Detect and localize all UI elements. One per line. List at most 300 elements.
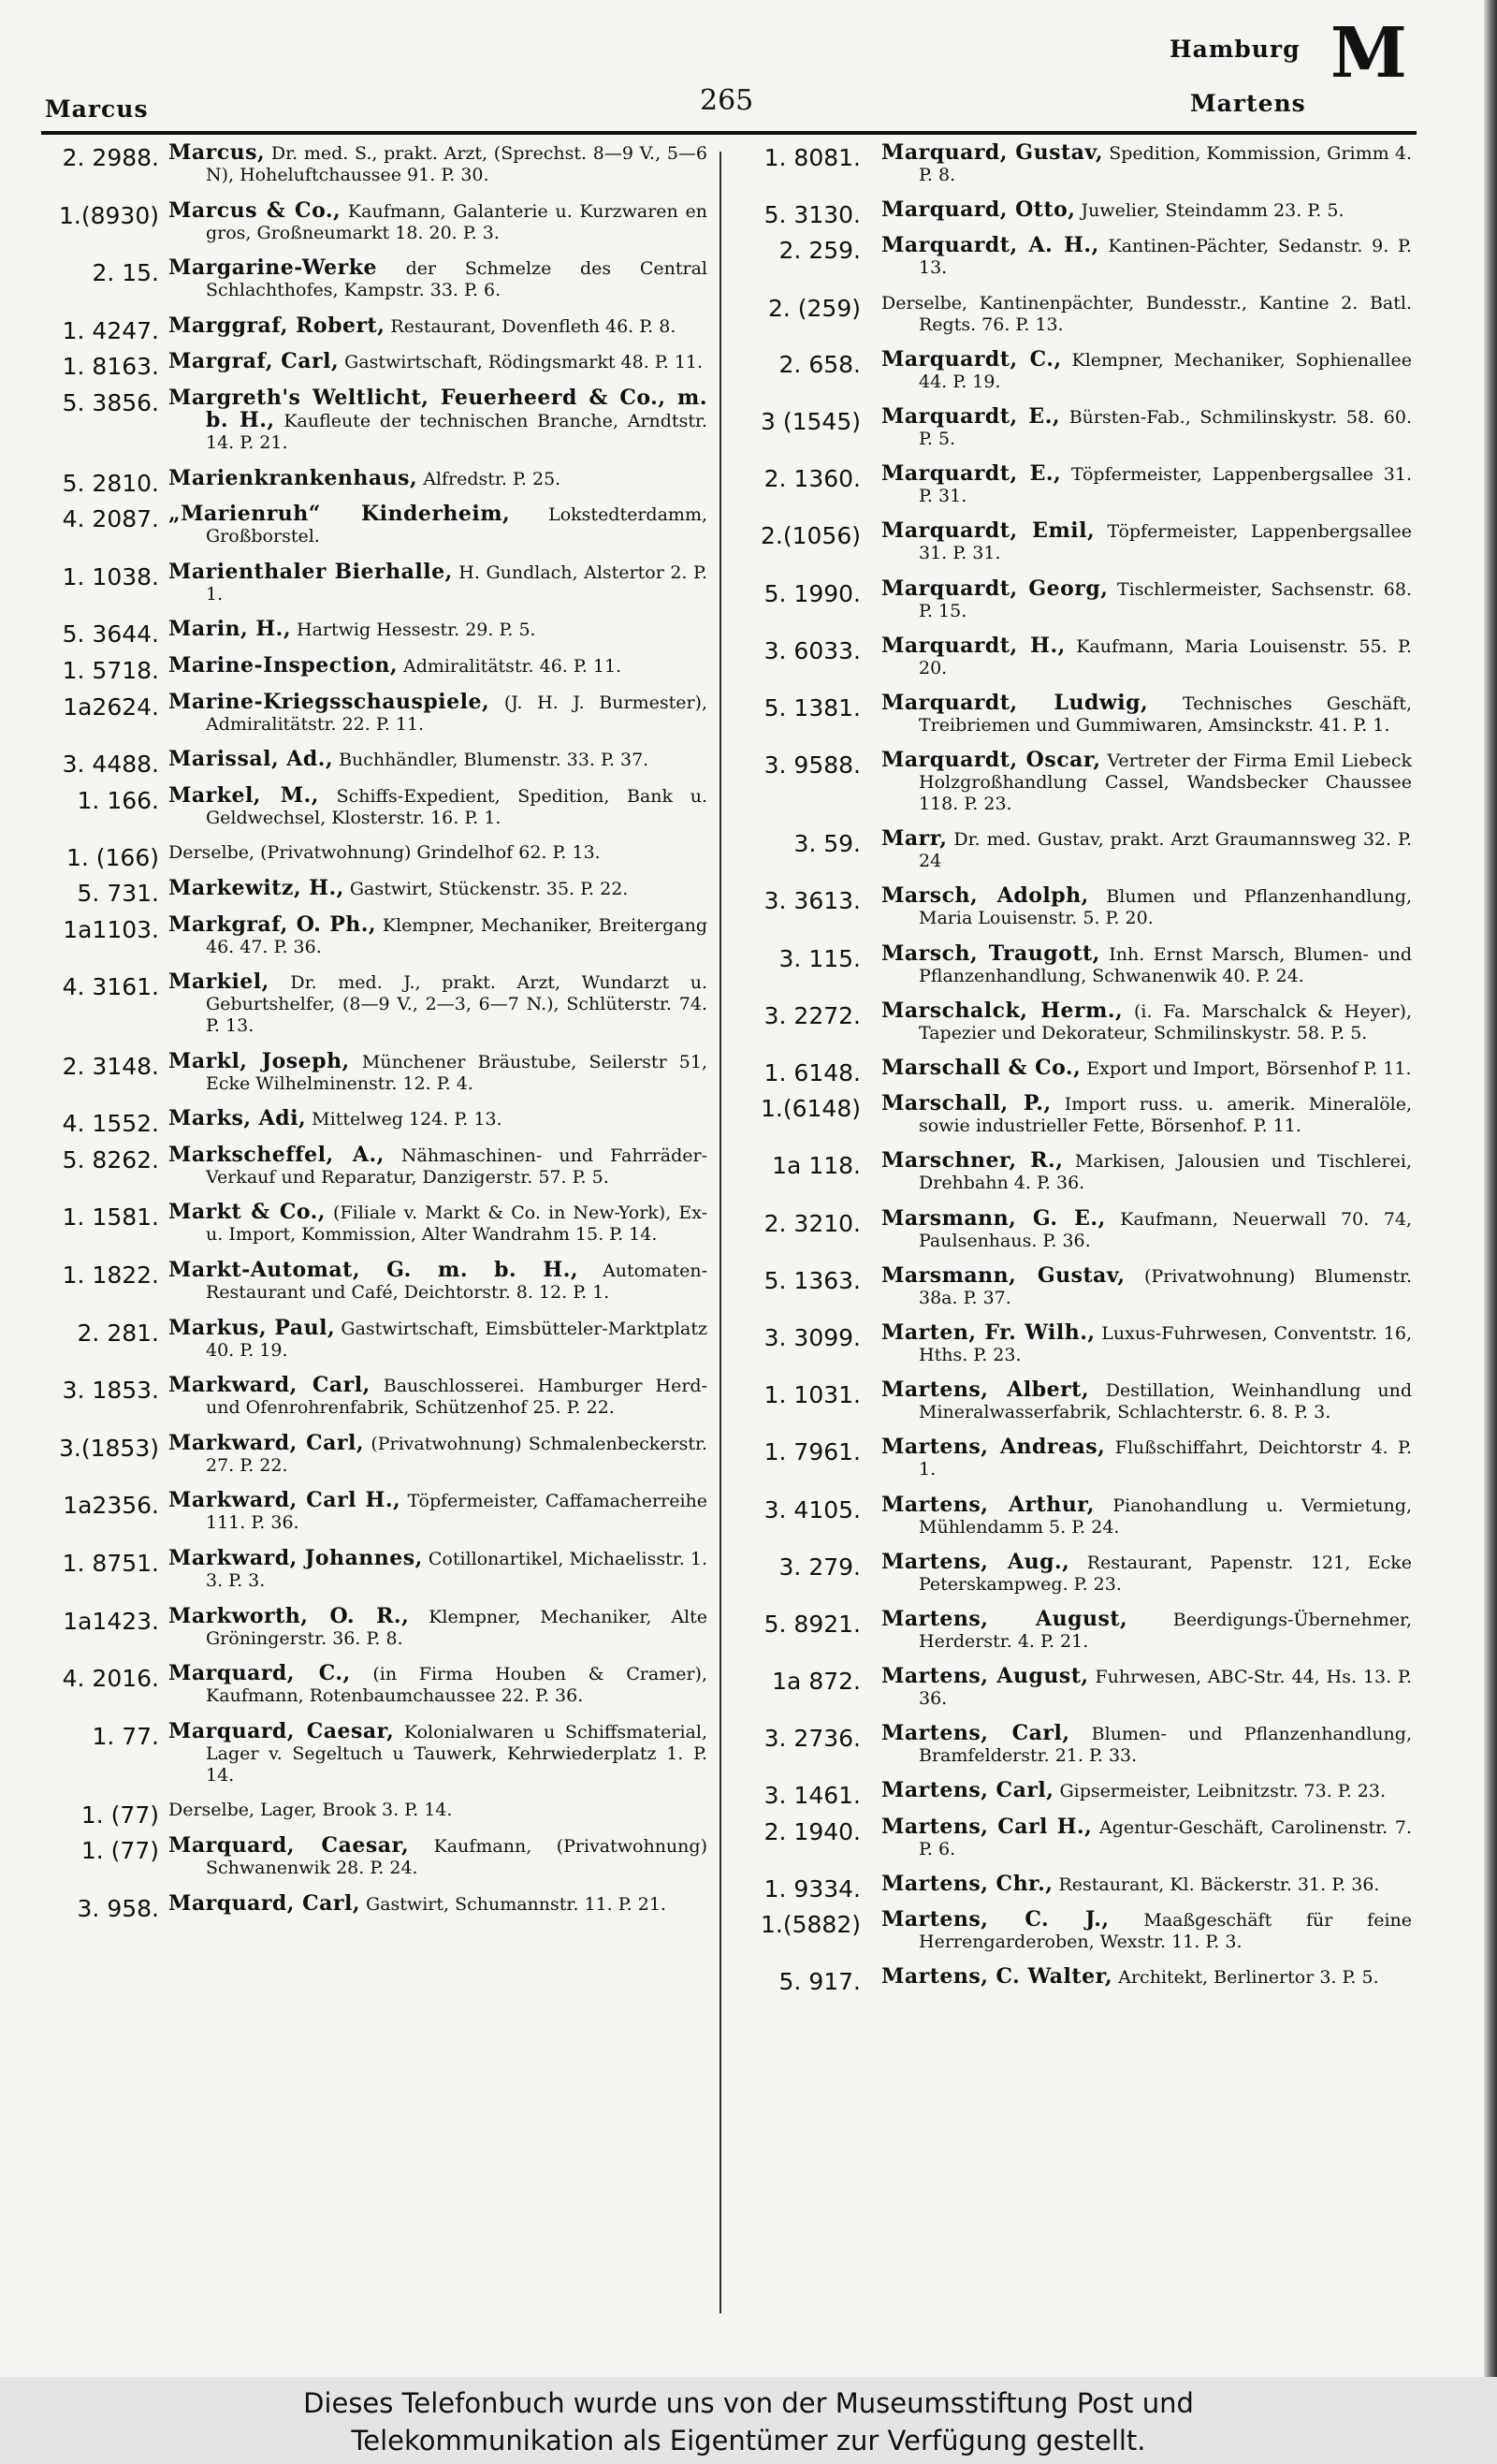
entry-text xyxy=(881,403,1412,450)
phone-number: 5. 8921. xyxy=(763,1610,861,1638)
entry-text xyxy=(881,1871,1412,1896)
entry-details: Lokstedterdamm, Großborstel. xyxy=(206,504,707,547)
entry-name: Marquardt, Oscar, xyxy=(881,748,1101,773)
entry-name: Markscheffel, A., xyxy=(168,1142,385,1167)
entry-text xyxy=(881,828,1412,872)
entry-name: Marquardt, Ludwig, xyxy=(881,690,1149,715)
phone-number: 2. 658. xyxy=(778,350,861,378)
entry-text xyxy=(168,1108,707,1130)
directory-entry xyxy=(37,842,713,872)
entry-details: Restaurant, Kl. Bäckerstr. 31. P. 36. xyxy=(1053,1874,1380,1895)
entry-text xyxy=(881,1909,1412,1953)
phone-number: 1. (77) xyxy=(80,1837,159,1864)
running-head-right: Martens xyxy=(1190,90,1306,117)
directory-entry xyxy=(739,293,1417,336)
entry-details: Töpfermeister, Caffamacherreihe 111. P. 36. xyxy=(206,1491,708,1534)
phone-number: 1. 1031. xyxy=(763,1381,861,1409)
entry-details: Maaßgeschäft für feine Herrengarderoben, Wexstr. 11. P. 3. xyxy=(919,1910,1412,1952)
entry-name: Marcus, xyxy=(168,140,266,165)
directory-entry xyxy=(739,1606,1417,1653)
directory-entry xyxy=(37,1430,713,1477)
entry-text xyxy=(881,235,1412,279)
directory-entry xyxy=(37,652,713,684)
entry-text xyxy=(881,142,1412,186)
entry-details: Kaufmann, Neuerwall 70. 74, Paulsenhaus. P. 36. xyxy=(919,1208,1412,1251)
entry-details: Hartwig Hessestr. 29. P. 5. xyxy=(290,620,536,641)
entry-name: Marquardt, C., xyxy=(881,346,1062,372)
entry-text xyxy=(168,1800,707,1821)
entry-text xyxy=(168,749,707,771)
phone-number: 2. 15. xyxy=(92,259,159,287)
phone-number: 1. 77. xyxy=(92,1722,159,1750)
phone-number: 2. 3210. xyxy=(763,1209,861,1237)
directory-entry xyxy=(37,1603,713,1650)
entry-name: Markl, Joseph, xyxy=(168,1048,350,1073)
entry-text xyxy=(881,1093,1412,1137)
phone-number: 5. 1381. xyxy=(763,693,861,722)
directory-entry xyxy=(739,578,1417,622)
entry-details: Kaufmann, (Privatwohnung) Schwanenwik 28. P. 24. xyxy=(206,1836,707,1878)
entry-details: Töpfermeister, Lappenbergsallee 31. P. 31. xyxy=(919,464,1412,507)
directory-entry xyxy=(37,1315,713,1362)
running-head-left: Marcus xyxy=(45,95,149,123)
entry-text xyxy=(881,293,1412,336)
phone-number: 1.(8930) xyxy=(59,201,159,229)
directory-entry xyxy=(37,1718,713,1786)
entry-details: Agentur-Geschäft, Carolinenstr. 7. P. 6. xyxy=(919,1816,1412,1859)
left-column xyxy=(37,142,713,1929)
entry-text xyxy=(168,1890,707,1916)
entry-details: Blumen- und Pflanzenhandlung, Bramfelderstr. 21. P. 33. xyxy=(919,1724,1412,1767)
phone-number: 1. 8081. xyxy=(763,144,861,171)
directory-entry xyxy=(739,142,1417,186)
entry-details: Destillation, Weinhandlung und Mineralwasserfabrik, Schlachterstr. 6. 8. P. 3. xyxy=(919,1380,1412,1423)
entry-name: Marschall, P., xyxy=(881,1091,1052,1116)
entry-text xyxy=(168,561,707,605)
entry-text xyxy=(168,1260,707,1304)
directory-entry xyxy=(37,503,713,547)
directory-entry xyxy=(739,1379,1417,1423)
entry-details: Mittelweg 124. P. 13. xyxy=(306,1109,502,1130)
phone-number: 1.(5882) xyxy=(761,1911,861,1938)
entry-name: Markward, Carl, xyxy=(168,1430,365,1455)
entry-details: Derselbe, (Privatwohnung) Grindelhof 62. P. 13. xyxy=(168,842,601,864)
entry-text xyxy=(881,885,1412,929)
footer-line-1: Dieses Telefonbuch wurde uns von der Museumsstiftung Post und xyxy=(303,2387,1194,2419)
phone-number: 1. 1038. xyxy=(62,562,159,590)
entry-text xyxy=(168,1718,707,1786)
entry-details: Export und Import, Börsenhof P. 11. xyxy=(1081,1058,1412,1079)
entry-details: Gastwirtschaft, Eimsbütteler-Marktplatz 40. P. 19. xyxy=(206,1318,708,1361)
phone-number: 5. 3856. xyxy=(62,388,159,416)
entry-text xyxy=(168,387,707,454)
entry-name: Marks, Adi, xyxy=(168,1106,307,1131)
entry-name: Marine-Kriegsschauspiele, xyxy=(168,689,490,714)
phone-number: 2. 3148. xyxy=(62,1052,159,1080)
entry-details: Nähmaschinen- und Fahrräder-Verkauf und Reparatur, Danzigerstr. 57. P. 5. xyxy=(206,1145,707,1188)
entry-details: Derselbe, Lager, Brook 3. P. 14. xyxy=(168,1800,453,1821)
entry-name: Margarine-Werke xyxy=(168,255,377,281)
entry-details: der Schmelze des Central Schlachthofes, Kampstr. 33. P. 6. xyxy=(206,258,707,301)
entry-text xyxy=(881,1549,1413,1596)
entry-name: Martens, Andreas, xyxy=(881,1435,1106,1460)
phone-number: 3. 2736. xyxy=(763,1725,861,1753)
phone-number: 1. 4247. xyxy=(62,316,159,344)
entry-details: H. Gundlach, Alstertor 2. P. 1. xyxy=(206,561,707,605)
directory-entry xyxy=(37,465,713,497)
phone-number: 3. 59. xyxy=(793,830,861,858)
directory-entry xyxy=(739,1494,1417,1538)
entry-details: Töpfermeister, Lappenbergsallee 31. P. 31. xyxy=(919,521,1412,564)
entry-name: „Marienruh“ Kinderheim, xyxy=(168,502,511,527)
entry-name: Marquardt, A. H., xyxy=(881,233,1099,258)
entry-text xyxy=(168,1315,708,1362)
entry-details: Inh. Ernst Marsch, Blumen- und Pflanzenhandlung, Schwanenwik 40. P. 24. xyxy=(919,943,1412,986)
entry-name: Martens, Carl H., xyxy=(881,1814,1093,1839)
entry-name: Marquardt, Emil, xyxy=(881,518,1096,544)
directory-entry xyxy=(739,197,1417,229)
entry-details: Gipsermeister, Leibnitzstr. 73. P. 23. xyxy=(1054,1781,1387,1802)
directory-entry xyxy=(37,1800,713,1830)
entry-name: Markward, Carl, xyxy=(168,1373,371,1398)
entry-name: Marine-Inspection, xyxy=(168,652,398,678)
entry-text xyxy=(168,1430,707,1477)
entry-details: Alfredstr. P. 25. xyxy=(417,468,561,489)
directory-entry xyxy=(37,1142,713,1188)
directory-entry xyxy=(739,1262,1417,1309)
phone-number: 1. 5718. xyxy=(62,656,159,684)
directory-entry xyxy=(739,750,1417,815)
phone-number: 1a2356. xyxy=(63,1492,159,1520)
entry-details: (in Firma Houben & Cramer), Kaufmann, Rotenbaumchaussee 22. P. 36. xyxy=(206,1664,707,1707)
entry-name: Martens, August, xyxy=(881,1606,1128,1631)
phone-number: 4. 2087. xyxy=(62,505,159,533)
entry-name: Marissal, Ad., xyxy=(168,747,334,772)
entry-text xyxy=(881,1436,1412,1480)
directory-entry xyxy=(37,782,713,829)
entry-text xyxy=(881,578,1412,622)
directory-entry xyxy=(739,520,1417,564)
entry-details: Juwelier, Steindamm 23. P. 5. xyxy=(1075,200,1344,222)
entry-name: Marquard, Carl, xyxy=(168,1890,360,1916)
entry-details: Import russ. u. amerik. Mineralöle, sowie industrieller Fette, Börsenhof. P. 11. xyxy=(919,1094,1412,1137)
phone-number: 1a1423. xyxy=(63,1607,159,1635)
directory-entry xyxy=(739,1093,1417,1137)
directory-entry xyxy=(37,387,713,454)
directory-entry xyxy=(37,197,713,244)
entry-text xyxy=(168,911,707,958)
directory-entry xyxy=(739,828,1417,872)
running-head-city: Hamburg xyxy=(1170,36,1301,63)
entry-text xyxy=(881,1494,1412,1538)
right-column xyxy=(739,142,1417,2002)
phone-number: 3. 4488. xyxy=(62,751,159,779)
entry-details: Kantinen-Pächter, Sedanstr. 9. P. 13. xyxy=(919,236,1413,279)
directory-entry xyxy=(37,1663,713,1707)
phone-number: 3 (1545) xyxy=(761,407,861,435)
entry-name: Martens, Carl, xyxy=(881,1721,1070,1746)
directory-entry xyxy=(37,747,713,779)
phone-number: 3. 115. xyxy=(778,944,861,972)
directory-entry xyxy=(739,403,1417,450)
entry-text xyxy=(881,1723,1412,1767)
directory-entry xyxy=(37,971,713,1037)
phone-number: 5. 3644. xyxy=(62,620,159,649)
directory-entry xyxy=(739,1549,1417,1596)
directory-entry xyxy=(37,1202,713,1246)
entry-name: Markworth, O. R., xyxy=(168,1603,410,1628)
entry-name: Marquard, Otto, xyxy=(881,197,1076,223)
entry-details: Technisches Geschäft, Treibriemen und Gummiwaren, Amsinckstr. 41. P. 1. xyxy=(919,693,1412,736)
column-divider xyxy=(719,152,721,2313)
entry-text xyxy=(168,652,707,678)
entry-name: Marquardt, E., xyxy=(881,403,1061,429)
entry-text xyxy=(168,351,707,373)
entry-name: Marten, Fr. Wilh., xyxy=(881,1319,1096,1345)
entry-text xyxy=(881,1780,1412,1802)
entry-details: Buchhändler, Blumenstr. 33. P. 37. xyxy=(333,750,649,771)
directory-entry xyxy=(739,1056,1417,1086)
entry-text xyxy=(168,503,707,547)
entry-details: Automaten-Restaurant und Café, Deichtorstr. 8. 12. P. 1. xyxy=(206,1261,708,1304)
phone-number: 2.(1056) xyxy=(761,522,861,550)
directory-entry xyxy=(37,349,713,381)
phone-number: 4. 1552. xyxy=(62,1110,159,1138)
entry-name: Marquard, C., xyxy=(168,1661,351,1686)
entry-details: Kaufleute der technischen Branche, Arndtstr. 14. P. 21. xyxy=(206,410,707,453)
entry-details: Vertreter der Firma Emil Liebeck Holzgroßhandlung Cassel, Wandsbecker Chaussee 118. P. 23. xyxy=(919,751,1413,815)
entry-text xyxy=(168,875,707,900)
entry-text xyxy=(168,689,707,736)
phone-number: 1. 9334. xyxy=(763,1874,861,1903)
directory-entry xyxy=(37,257,713,301)
directory-entry xyxy=(37,313,713,344)
entry-text xyxy=(168,1663,707,1707)
entry-details: Admiralitätstr. 46. P. 11. xyxy=(397,655,622,677)
entry-name: Martens, Albert, xyxy=(881,1378,1089,1403)
entry-name: Margreth's Weltlicht, Feuerheerd & Co., m. b. H., xyxy=(168,385,707,432)
entry-name: Marquardt, H., xyxy=(881,633,1066,658)
entry-name: Markus, Paul, xyxy=(168,1315,336,1340)
phone-number: 2. 1940. xyxy=(763,1817,861,1845)
entry-name: Markgraf, O. Ph., xyxy=(168,911,377,937)
phone-number: 1. 6148. xyxy=(763,1059,861,1086)
phone-number: 4. 2016. xyxy=(62,1665,159,1693)
directory-entry xyxy=(739,885,1417,929)
entry-name: Markward, Carl H., xyxy=(168,1488,401,1513)
entry-text xyxy=(881,1000,1412,1044)
phone-number: 3. 958. xyxy=(77,1894,159,1922)
entry-name: Martens, August, xyxy=(881,1664,1089,1689)
entry-details: Restaurant, Dovenfleth 46. P. 8. xyxy=(385,315,676,337)
entry-name: Marschalck, Herm., xyxy=(881,998,1124,1023)
entry-details: Blumen und Pflanzenhandlung, Maria Louisenstr. 5. P. 20. xyxy=(919,886,1412,929)
directory-entry xyxy=(37,1375,713,1419)
entry-details: Kolonialwaren u Schiffsmaterial, Lager v. Segeltuch u Tauwerk, Kehrwiederplatz 1. P. 14. xyxy=(206,1721,707,1786)
entry-name: Marsch, Adolph, xyxy=(881,883,1089,909)
entry-text xyxy=(881,1319,1412,1366)
entry-text xyxy=(881,463,1412,507)
entry-details: (J. H. J. Burmester), Admiralitätstr. 22. P. 11. xyxy=(206,692,707,735)
entry-name: Marquardt, E., xyxy=(881,461,1062,487)
entry-name: Martens, Carl, xyxy=(881,1778,1054,1803)
phone-number: 5. 1363. xyxy=(763,1266,861,1294)
directory-entry xyxy=(739,346,1417,393)
entry-details: Münchener Bräustube, Seilerstr 51, Ecke Wilhelminenstr. 12. P. 4. xyxy=(206,1051,708,1094)
entry-text xyxy=(881,1205,1412,1252)
entry-details: Gastwirt, Stückenstr. 35. P. 22. xyxy=(343,878,629,899)
directory-entry xyxy=(37,689,713,736)
directory-entry xyxy=(739,1000,1417,1044)
entry-name: Marquard, Caesar, xyxy=(168,1833,410,1858)
phone-number: 3. 3099. xyxy=(763,1323,861,1351)
entry-details: Architekt, Berlinertor 3. P. 5. xyxy=(1112,1967,1379,1989)
entry-details: Restaurant, Papenstr. 121, Ecke Peterskampweg. P. 23. xyxy=(919,1552,1413,1595)
phone-number: 1. (77) xyxy=(80,1801,159,1830)
phone-number: 5. 917. xyxy=(778,1968,861,1996)
footer-line-2: Telekommunikation als Eigentümer zur Verfügung gestellt. xyxy=(351,2425,1146,2457)
entry-name: Martens, Aug., xyxy=(881,1549,1070,1574)
directory-entry xyxy=(739,463,1417,507)
directory-entry xyxy=(739,690,1417,736)
entry-details: Klempner, Mechaniker, Sophienallee 44. P. 19. xyxy=(919,349,1412,392)
phone-number: 3. 9588. xyxy=(763,751,861,780)
directory-entry xyxy=(739,1205,1417,1252)
phone-number: 5. 1990. xyxy=(763,579,861,607)
directory-entry xyxy=(37,1835,713,1879)
entry-text xyxy=(168,1603,708,1650)
entry-details: Beerdigungs-Übernehmer, Herderstr. 4. P. 21. xyxy=(919,1609,1412,1652)
entry-text xyxy=(881,635,1412,679)
entry-details: Tischlermeister, Sachsenstr. 68. P. 15. xyxy=(919,578,1412,621)
entry-name: Marienthaler Bierhalle, xyxy=(168,559,453,584)
entry-details: Bauschlosserei. Hamburger Herd- und Ofenrohrenfabrik, Schützenhof 25. P. 22. xyxy=(206,1376,707,1419)
entry-text xyxy=(881,690,1412,736)
phone-number: 1. (166) xyxy=(65,844,159,872)
entry-details: Dr. med. Gustav, prakt. Arzt Graumannsweg 32. P. 24 xyxy=(919,829,1412,872)
entry-name: Marin, H., xyxy=(168,617,291,642)
directory-entry xyxy=(37,875,713,907)
entry-text xyxy=(881,1150,1412,1194)
entry-text xyxy=(168,782,707,829)
entry-text xyxy=(881,1606,1412,1653)
phone-number: 3.(1853) xyxy=(59,1434,159,1462)
phone-number: 2. (259) xyxy=(767,294,861,322)
section-letter: M xyxy=(1330,13,1407,94)
phone-number: 1. 166. xyxy=(77,786,159,814)
entry-name: Marquard, Gustav, xyxy=(881,140,1104,165)
phone-number: 3. 1461. xyxy=(763,1782,861,1810)
phone-number: 5. 3130. xyxy=(763,201,861,229)
entry-details: Cotillonartikel, Michaelisstr. 1. 3. P. 3. xyxy=(206,1549,707,1592)
entry-name: Marr, xyxy=(881,826,948,852)
entry-details: Kaufmann, Maria Louisenstr. 55. P. 20. xyxy=(919,635,1413,678)
directory-entry xyxy=(739,635,1417,679)
directory-entry xyxy=(739,1319,1417,1366)
entry-text xyxy=(881,346,1412,393)
entry-details: (Privatwohnung) Blumenstr. 38a. P. 37. xyxy=(919,1265,1412,1308)
entry-text xyxy=(168,1048,708,1095)
phone-number: 5. 8262. xyxy=(62,1145,159,1174)
page-number: 265 xyxy=(700,84,754,117)
entry-text xyxy=(168,619,707,641)
entry-text xyxy=(881,750,1412,815)
phone-number: 4. 3161. xyxy=(62,973,159,1001)
entry-name: Martens, Arthur, xyxy=(881,1492,1095,1517)
entry-name: Markewitz, H., xyxy=(168,875,344,900)
directory-entry xyxy=(37,1890,713,1922)
entry-name: Marquardt, Georg, xyxy=(881,576,1109,601)
entry-details: Schiffs-Expedient, Spedition, Bank u. Geldwechsel, Klosterstr. 16. P. 1. xyxy=(206,785,707,828)
entry-text xyxy=(881,520,1412,564)
entry-details: Derselbe, Kantinenpächter, Bundesstr., Kantine 2. Batl. Regts. 76. P. 13. xyxy=(881,292,1412,335)
entry-text xyxy=(881,1379,1412,1423)
entry-name: Martens, C. Walter, xyxy=(881,1964,1113,1990)
directory-entry xyxy=(739,1666,1417,1710)
entry-details: Klempner, Mechaniker, Alte Gröningerstr. 36. P. 8. xyxy=(206,1606,708,1649)
directory-entry xyxy=(739,1150,1417,1194)
entry-details: Gastwirtschaft, Rödingsmarkt 48. P. 11. xyxy=(339,352,704,373)
entry-details: Dr. med. J., prakt. Arzt, Wundarzt u. Geburtshelfer, (8—9 V., 2—3, 6—7 N.), Schlüterstr. 74. P. 13. xyxy=(206,972,707,1037)
entry-details: Gastwirt, Schumannstr. 11. P. 21. xyxy=(360,1893,666,1915)
directory-entry xyxy=(739,1909,1417,1953)
entry-text xyxy=(168,1548,707,1592)
entry-text xyxy=(168,1202,707,1246)
entry-text xyxy=(168,842,707,864)
entry-text xyxy=(168,1490,707,1534)
directory-entry xyxy=(37,1490,713,1534)
entry-details: Kaufmann, Galanterie u. Kurzwaren en gros, Großneumarkt 18. 20. P. 3. xyxy=(206,200,707,243)
entry-text xyxy=(168,1142,707,1188)
phone-number: 3. 4105. xyxy=(763,1495,861,1524)
phone-number: 3. 2272. xyxy=(763,1001,861,1029)
phone-number: 3. 6033. xyxy=(763,636,861,664)
phone-number: 2. 259. xyxy=(778,237,861,265)
phone-number: 3. 1853. xyxy=(62,1377,159,1405)
entry-details: Spedition, Kommission, Grimm 4. P. 8. xyxy=(919,143,1412,185)
directory-entry xyxy=(739,1964,1417,1996)
entry-name: Marcus & Co., xyxy=(168,197,342,223)
entry-name: Marienkrankenhaus, xyxy=(168,465,418,490)
phone-number: 1. 8163. xyxy=(62,353,159,381)
phone-number: 1. 1581. xyxy=(62,1203,159,1232)
directory-entry xyxy=(37,911,713,958)
entry-text xyxy=(168,197,707,244)
entry-text xyxy=(168,142,707,186)
entry-text xyxy=(881,1666,1412,1710)
entry-name: Marschall & Co., xyxy=(881,1056,1082,1080)
phone-number: 1a1103. xyxy=(63,915,159,943)
entry-details: Flußschiffahrt, Deichtorstr 4. P. 1. xyxy=(919,1437,1412,1480)
phone-number: 1a2624. xyxy=(63,693,159,721)
entry-name: Markt & Co., xyxy=(168,1200,326,1225)
entry-details: Klempner, Mechaniker, Breitergang 46. 47. P. 36. xyxy=(206,914,707,957)
entry-name: Martens, Chr., xyxy=(881,1871,1054,1896)
directory-entry xyxy=(37,1548,713,1592)
directory-entry xyxy=(37,617,713,649)
phone-number: 1a 118. xyxy=(772,1152,861,1180)
entry-details: Dr. med. S., prakt. Arzt, (Sprechst. 8—9 V., 5—6 N), Hoheluftchaussee 91. P. 30. xyxy=(206,143,707,185)
entry-text xyxy=(881,1966,1412,1989)
directory-entry xyxy=(739,1436,1417,1480)
entry-name: Martens, C. J., xyxy=(881,1907,1110,1932)
directory-entry xyxy=(37,1048,713,1095)
phone-number: 5. 2810. xyxy=(62,469,159,497)
entry-text xyxy=(168,315,707,338)
entry-name: Marsch, Traugott, xyxy=(881,940,1100,966)
entry-name: Markward, Johannes, xyxy=(168,1546,423,1571)
entry-details: Fuhrwesen, ABC-Str. 44, Hs. 13. P. 36. xyxy=(919,1667,1412,1710)
